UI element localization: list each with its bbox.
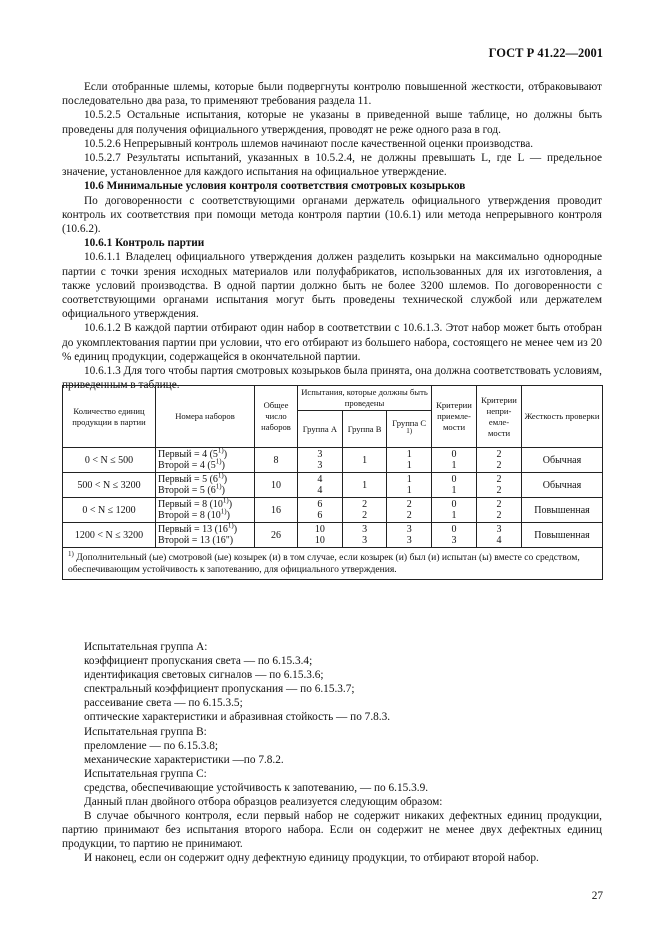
table-row [63,498,603,523]
paragraph: 10.6.1.2 В каждой партии отбирают один набор в соответствии с 10.6.1.3. Этот набор может быть отобран до укомплектования партии при условии, что его отбирают из большего набора, состоящего не менее чем из 20 % единиц продукции, содержащейся в окончательной партии. [62,322,602,363]
cell-reject: 3 4 [477,523,522,548]
list-item: рассеивание света — по 6.15.3.5; [84,697,243,710]
paragraph: 10.5.2.6 Непрерывный контроль шлемов начинают после качественной оценки производства. [84,137,534,150]
cell-a: 10 10 [298,523,343,548]
list-item: Испытательная группа А: [84,641,208,653]
list-item: идентификация световых сигналов — по 6.15.3.6; [84,669,324,682]
list-item: спектральный коэффициент пропускания — по 6.15.3.7; [84,683,355,696]
cell-c: 1 1 [387,473,432,498]
cell-a: 3 3 [298,448,343,473]
cell-total: 26 [255,523,298,548]
cell-b: 1 [342,448,387,473]
paragraph: Данный план двойного отбора образцов реализуется следующим образом: [84,796,443,809]
header-tests: Испытания, которые должны быть проведены [298,386,432,411]
cell-severity: Повышенная [522,523,603,548]
cell-total: 8 [255,448,298,473]
list-item: средства, обеспечивающие устойчивость к запотеванию, — по 6.15.3.9. [84,781,429,794]
cell-b: 2 2 [342,498,387,523]
cell-total: 10 [255,473,298,498]
cell-c: 1 1 [387,448,432,473]
table-row [63,473,603,498]
list-item: преломление — по 6.15.3.8; [84,739,219,752]
cell-accept: 0 3 [432,523,477,548]
cell-severity: Обычная [522,473,603,498]
cell-total: 16 [255,498,298,523]
list-item: оптические характеристики и абразивная стойкость — по 7.8.3. [84,711,391,724]
header-total: Общее число наборов [255,386,298,448]
cell-c: 2 2 [387,498,432,523]
header-group-b: Группа В [342,411,387,448]
cell-sets: Первый = 5 (6$^{1)}$) Второй = 5 (6$^{1)}$) [156,473,255,498]
paragraph: Если отобранные шлемы, которые были подвергнуты контролю повышенной жесткости, отбраковывают последовательно два раза, то применяют требования раздела 11. [62,81,602,108]
subsection-heading: 10.6.1 Контроль партии [84,237,205,250]
sampling-table [62,385,603,580]
header-reject: Критерии непри-емле-мости [477,386,522,448]
cell-qty: 0 < N ≤ 500 [63,448,156,473]
paragraph: 10.6.1.1 Владелец официального утверждения должен разделить козырьки на максимально однородные партии с точки зрения исходных материалов или полуфабрикатов, использованных для их изготовления, а также условий производства. В одной партии должно быть не более 3200 шлемов. По договоренности с соответствующими органами испытания могут быть проведены технической службой или держателем официального утверждения. [62,251,602,321]
cell-qty: 0 < N ≤ 1200 [63,498,156,523]
header-group-c: Группа С $^{1)}$ [387,411,432,448]
cell-sets: Первый = 13 (16$^{1)}$) Второй = 13 (16") [156,523,255,548]
paragraph: И наконец, если он содержит одну дефектную единицу продукции, то отбирают второй набор. [84,852,539,865]
document-header: ГОСТ Р 41.22—2001 [488,46,603,60]
cell-b: 3 3 [342,523,387,548]
cell-qty: 1200 < N ≤ 3200 [63,523,156,548]
header-sets: Номера наборов [156,386,255,448]
page-number: 27 [591,890,603,902]
header-severity: Жесткость проверки [522,386,603,448]
cell-reject: 2 2 [477,448,522,473]
table-footnote-row [63,548,603,580]
cell-c: 3 3 [387,523,432,548]
list-item: Испытательная группа С: [84,767,207,780]
test-groups-list [62,640,602,866]
paragraph: 10.5.2.7 Результаты испытаний, указанных в 10.5.2.4, не должны превышать L, где L — предельное значение, установленное для каждого испытания на официальное утверждение. [62,152,602,179]
cell-severity: Обычная [522,448,603,473]
cell-a: 6 6 [298,498,343,523]
list-item: механические характеристики —по 7.8.2. [84,753,284,766]
section-heading: 10.6 Минимальные условия контроля соответствия смотровых козырьков [84,180,466,193]
paragraph: В случае обычного контроля, если первый набор не содержит никаких дефектных единиц продукции, партию принимают без испытания второго набора. Если он содержит не менее двух дефектных единиц продукции, то партию не принимают. [62,810,602,851]
cell-accept: 0 1 [432,473,477,498]
cell-accept: 0 1 [432,498,477,523]
list-item: Испытательная группа В: [84,725,207,738]
body-text [62,80,602,392]
paragraph: 10.5.2.5 Остальные испытания, которые не указаны в приведенной выше таблице, но должны быть проведены для получения официального утверждения, проводят не реже одного раза в год. [62,109,602,136]
cell-reject: 2 2 [477,498,522,523]
table-row [63,523,603,548]
header-qty: Количество единиц продукции в партии [63,386,156,448]
paragraph: По договоренности с соответствующими органами держатель официального утверждения проводит контроль их соответствия при помощи метода контроля партии (10.6.1) или метода непрерывного контроля (10.6.2). [62,194,602,236]
cell-accept: 0 1 [432,448,477,473]
cell-severity: Повышенная [522,498,603,523]
header-accept: Критерии приемле-мости [432,386,477,448]
cell-sets: Первый = 4 (5$^{1)}$) Второй = 4 (5$^{1)}$) [156,448,255,473]
cell-b: 1 [342,473,387,498]
table-row [63,448,603,473]
cell-reject: 2 2 [477,473,522,498]
list-item: коэффициент пропускания света — по 6.15.3.4; [84,655,313,668]
table-footnote: $^{1)}$ Дополнительный (ые) смотровой (ые) козырек (и) в том случае, если козырек (и) был (и) испытан (ы) вместе со средством, обеспечивающим устойчивость к запотеванию, для официального утверждения. [63,548,603,580]
cell-a: 4 4 [298,473,343,498]
paragraph: 10.6.1.3 Для того чтобы партия смотровых козырьков была принята, она должна соответствовать условиям, приведенным в таблице. [62,365,602,392]
header-group-a: Группа А [298,411,343,448]
cell-qty: 500 < N ≤ 3200 [63,473,156,498]
cell-sets: Первый = 8 (10$^{1)}$) Второй = 8 (10$^{1)}$) [156,498,255,523]
